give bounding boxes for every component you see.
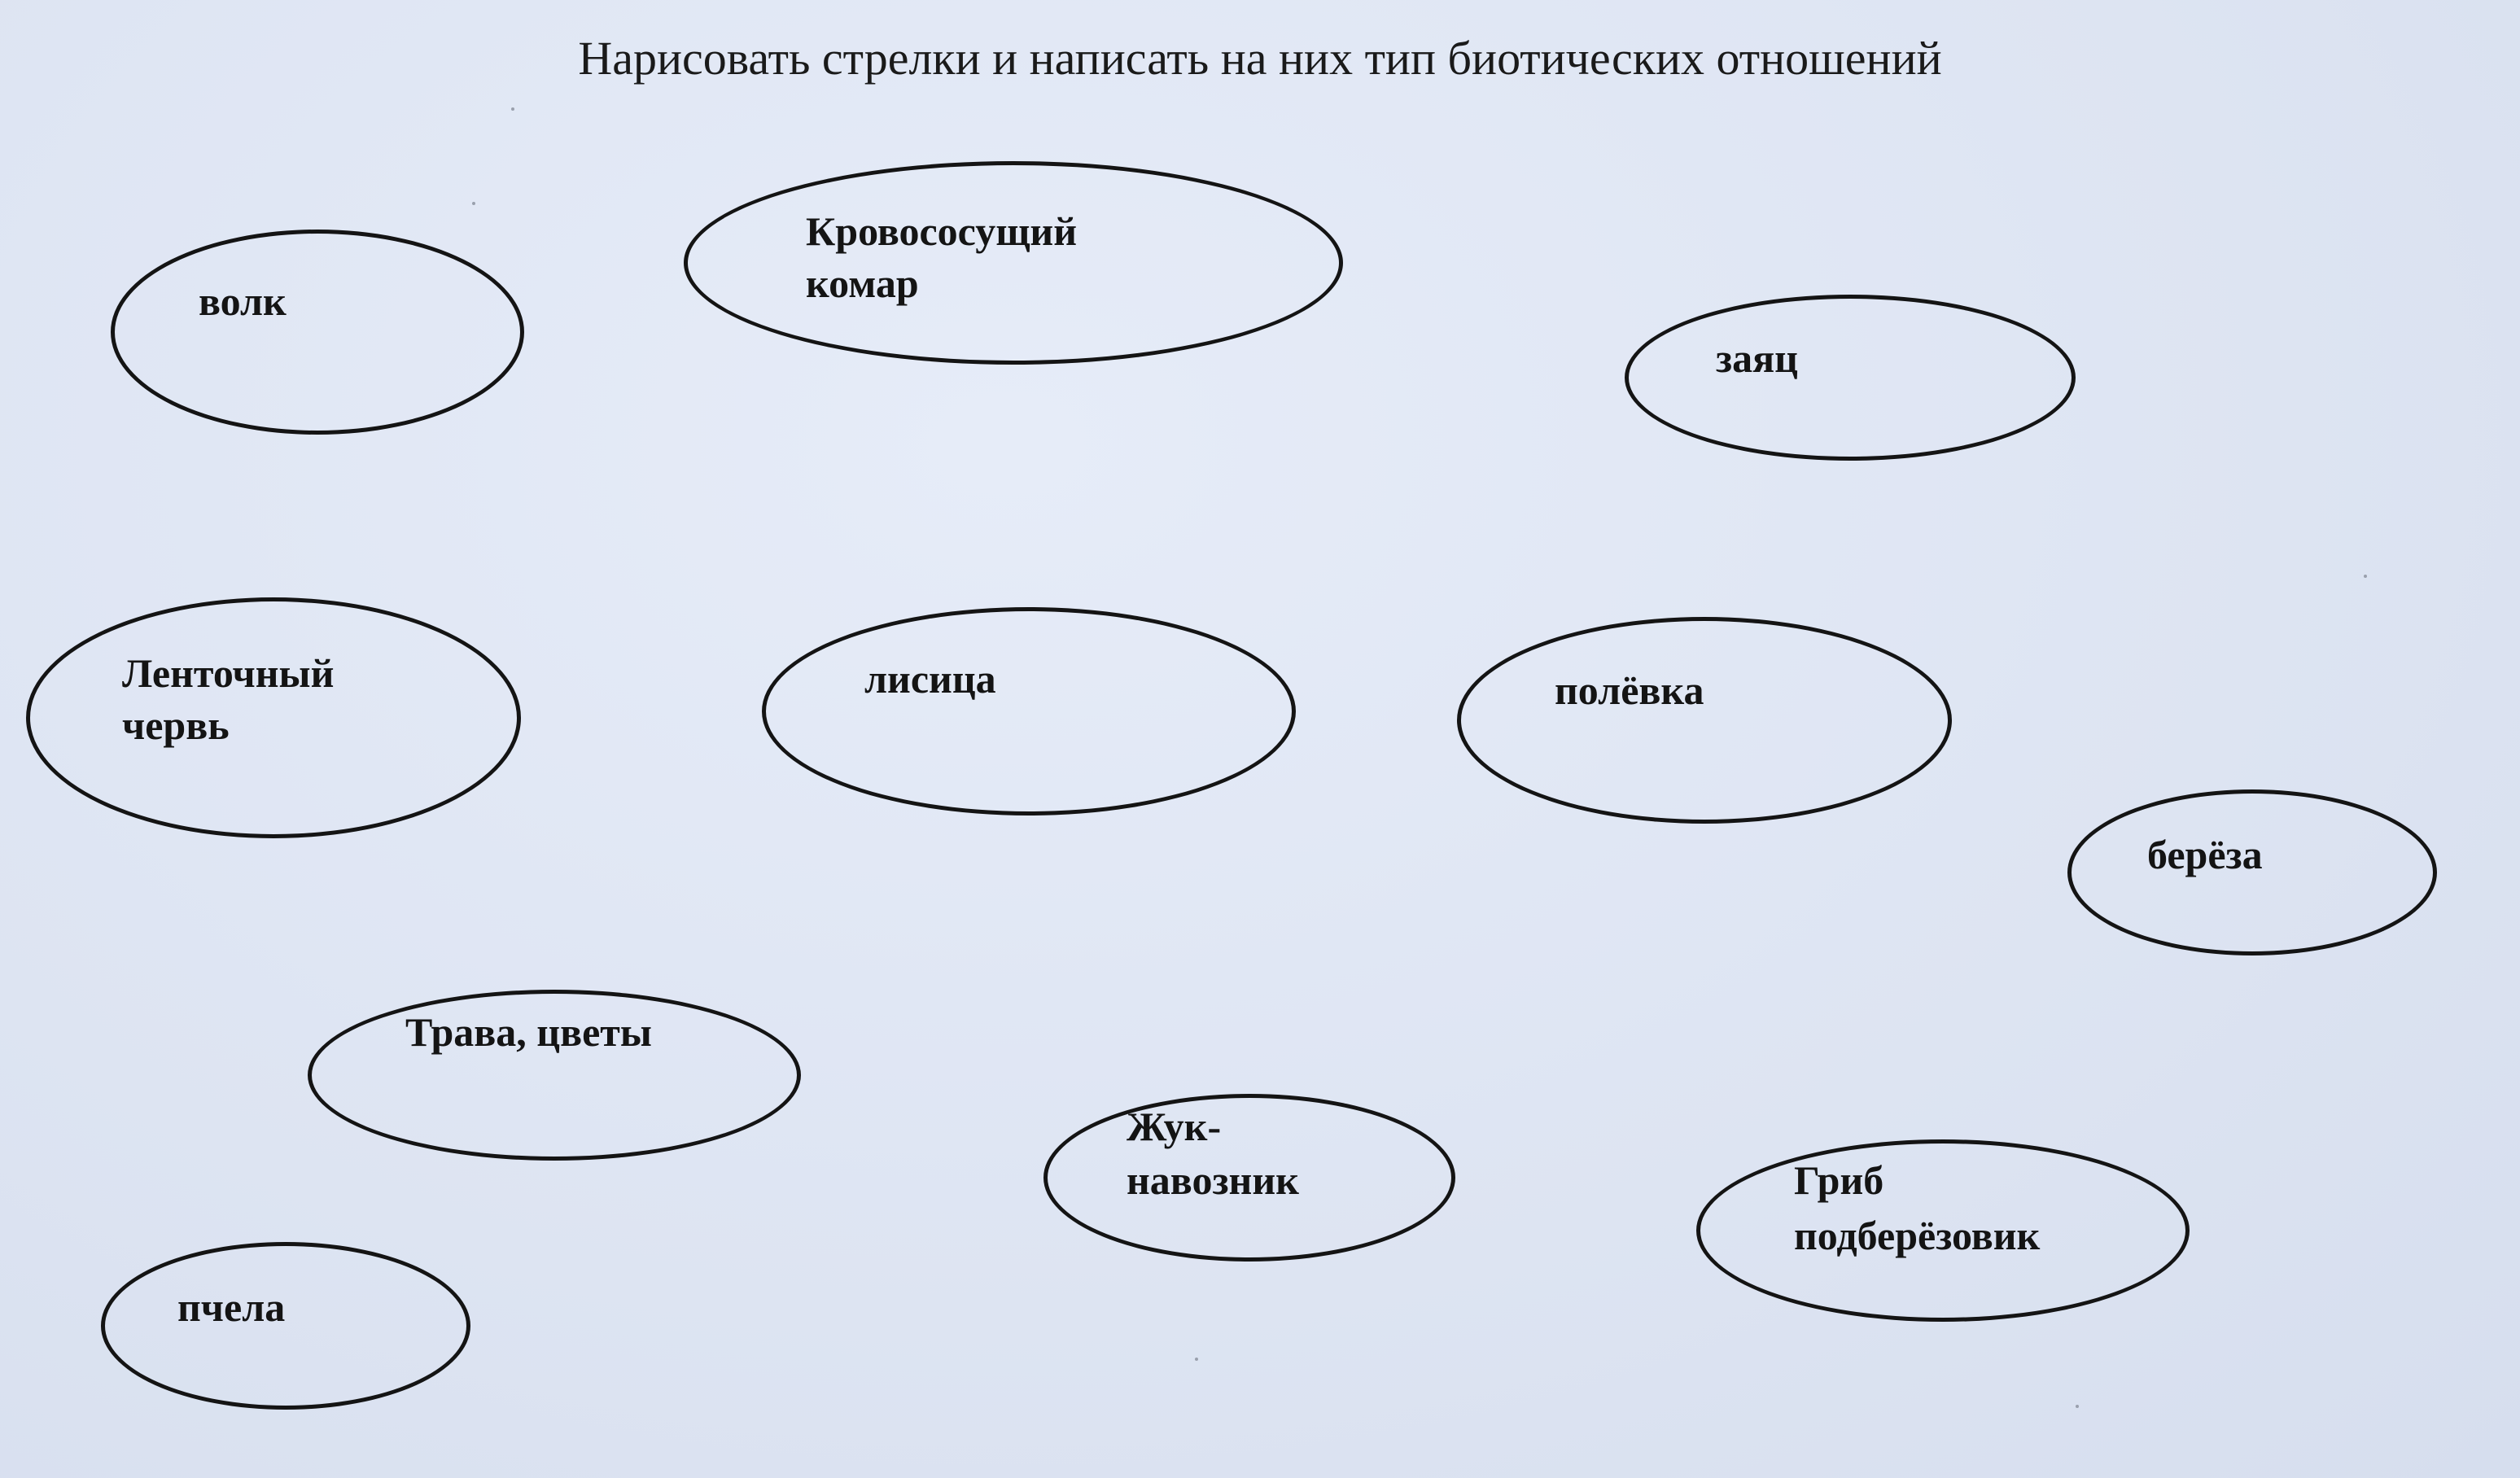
oval-vole [1457,617,1952,824]
oval-wolf [111,230,524,435]
label-tapeworm-line1: Ленточный [122,650,335,696]
label-mosquito-line2: комар [806,260,919,306]
label-mushroom-line2: подберёзовик [1794,1213,2041,1258]
label-grass-flowers: Трава, цветы [405,1009,652,1055]
scan-speck [472,202,475,205]
label-mosquito-line1: Кровососущий [806,208,1078,254]
oval-tapeworm [26,597,521,838]
oval-mosquito [684,161,1343,365]
scan-speck [1195,1358,1198,1361]
label-mushroom-line1: Гриб [1794,1157,1884,1203]
label-vole: полёвка [1555,667,1704,713]
worksheet-title: Нарисовать стрелки и написать на них тип биотических отношений [578,32,1942,85]
label-bee: пчела [177,1284,286,1330]
scan-speck [511,107,514,111]
label-birch: берёза [2147,832,2263,877]
label-dung-beetle-line1: Жук- [1127,1104,1222,1149]
label-dung-beetle-line2: навозник [1127,1157,1299,1203]
label-hare: заяц [1716,335,1798,381]
scan-speck [2364,575,2367,578]
label-wolf: волк [199,278,287,324]
label-tapeworm-line2: червь [122,702,230,748]
scan-speck [2076,1405,2079,1408]
label-fox: лисица [864,656,996,702]
oval-fox [762,607,1296,816]
oval-bee [101,1242,470,1410]
oval-hare [1625,295,2076,461]
